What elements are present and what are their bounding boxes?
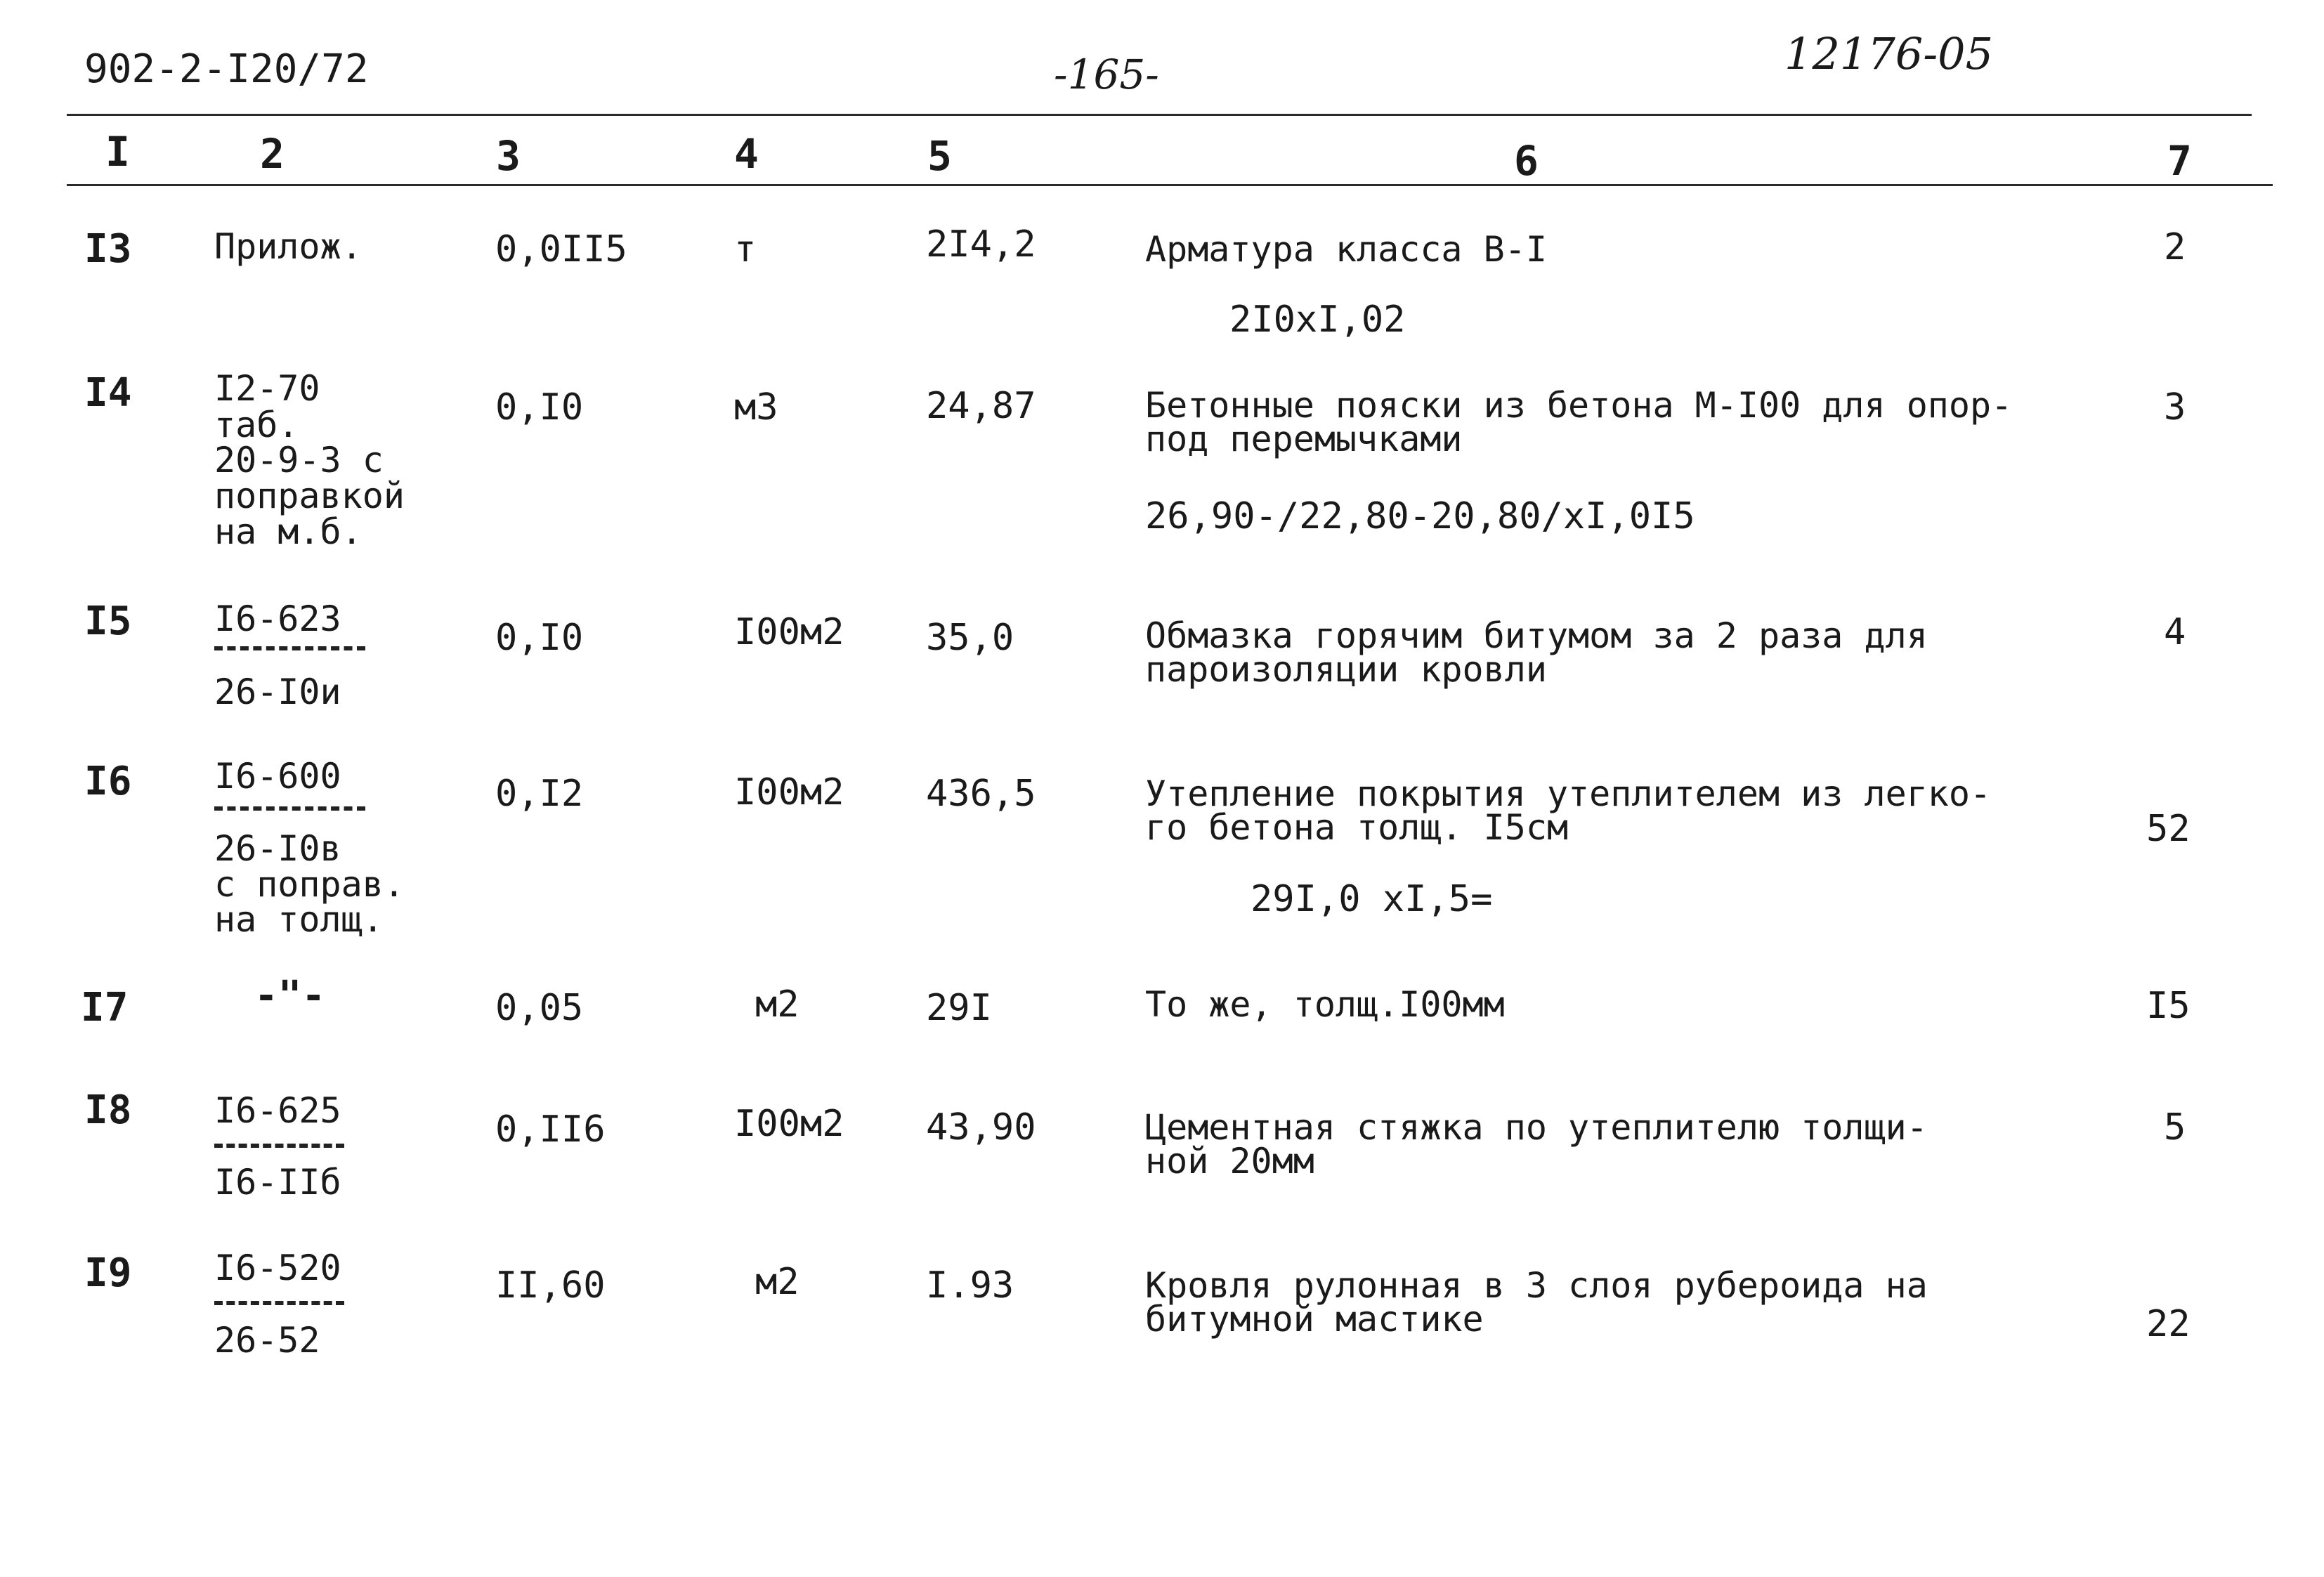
norm-code: на м.б.: [214, 511, 363, 552]
unit: м2: [755, 1261, 799, 1303]
fraction-line: [214, 806, 365, 811]
work-description: битумной мастике: [1145, 1299, 1484, 1340]
work-description: го бетона толщ. I5см: [1145, 807, 1569, 848]
unit-price: 24,87: [926, 385, 1036, 427]
norm-code-denominator: I6-IIб: [214, 1162, 341, 1203]
quantity: 0,I2: [495, 773, 584, 815]
calculation: 29I,0 xI,5=: [1251, 878, 1493, 920]
column-number-7: 7: [2167, 137, 2192, 185]
norm-code-numerator: I6-600: [214, 756, 341, 797]
norm-code: -"-: [254, 973, 326, 1019]
row-number: I7: [81, 985, 129, 1030]
work-description: Арматура класса В-I: [1145, 229, 1547, 270]
total: 4: [2164, 611, 2186, 653]
norm-code-denominator: с поправ.: [214, 864, 405, 905]
work-description: Бетонные пояски из бетона М-I00 для опор-: [1145, 385, 2013, 426]
unit-price: 436,5: [926, 773, 1036, 815]
work-description: Кровля рулонная в 3 слоя рубероида на: [1145, 1265, 1928, 1306]
work-description: ной 20мм: [1145, 1141, 1314, 1182]
header-bottom-rule: [67, 184, 2273, 186]
work-description: под перемычками: [1145, 419, 1463, 459]
norm-code-numerator: I6-520: [214, 1248, 341, 1288]
total: 22: [2146, 1303, 2191, 1345]
unit: т: [734, 228, 757, 270]
row-number: I8: [84, 1087, 132, 1133]
norm-code-denominator: 26-I0и: [214, 672, 341, 712]
norm-code: таб.: [214, 405, 299, 445]
norm-code: поправкой: [214, 476, 405, 516]
fraction-line: [214, 1301, 344, 1305]
quantity: 0,05: [495, 987, 584, 1029]
norm-code-denominator: 26-I0в: [214, 828, 341, 869]
total: I5: [2146, 985, 2191, 1027]
unit: I00м2: [734, 771, 844, 813]
quantity: 0,0II5: [495, 228, 627, 270]
row-number: I9: [84, 1250, 132, 1296]
fraction-line: [214, 1144, 344, 1148]
total: 2: [2164, 226, 2186, 268]
column-number-4: 4: [734, 130, 759, 178]
unit: I00м2: [734, 611, 844, 653]
stamp-number: 12176-05: [1784, 28, 1994, 79]
calculation: 26,90-/22,80-20,80/xI,0I5: [1145, 495, 1695, 537]
unit-price: 43,90: [926, 1106, 1036, 1149]
row-number: I4: [84, 370, 132, 416]
quantity: 0,I0: [495, 386, 584, 428]
total: 5: [2164, 1106, 2186, 1149]
unit-price: I.93: [926, 1264, 1014, 1307]
row-number: I3: [84, 226, 132, 272]
quantity: 0,II6: [495, 1108, 606, 1151]
work-description: Утепление покрытия утеплителем из легко-: [1145, 773, 1992, 814]
unit-price: 29I: [926, 987, 992, 1029]
unit: м3: [734, 386, 778, 428]
row-number: I6: [84, 759, 132, 804]
unit-price: 35,0: [926, 617, 1014, 659]
unit: м2: [755, 983, 799, 1026]
norm-code: Прилож.: [214, 226, 363, 267]
column-number-3: 3: [496, 132, 521, 180]
work-description: То же, толщ.I00мм: [1145, 984, 1505, 1025]
unit-price: 2I4,2: [926, 223, 1036, 266]
column-number-6: 6: [1514, 137, 1539, 185]
column-number-1: I: [105, 128, 130, 176]
norm-code: I2-70: [214, 368, 320, 409]
norm-code-numerator: I6-625: [214, 1090, 341, 1131]
calculation: 2I0xI,02: [1229, 299, 1406, 341]
work-description: пароизоляции кровли: [1145, 649, 1547, 690]
work-description: Обмазка горячим битумом за 2 раза для: [1145, 615, 1928, 656]
quantity: II,60: [495, 1264, 606, 1307]
column-number-5: 5: [927, 132, 952, 180]
norm-code-numerator: I6-623: [214, 598, 341, 639]
work-description: Цементная стяжка по утеплителю толщи-: [1145, 1107, 1928, 1148]
norm-code-denominator: на толщ.: [214, 899, 384, 940]
norm-code-denominator: 26-52: [214, 1320, 320, 1361]
header-top-rule: [67, 114, 2252, 116]
total: 3: [2164, 386, 2186, 428]
row-number: I5: [84, 598, 132, 644]
total: 52: [2146, 808, 2191, 850]
norm-code: 20-9-3 с: [214, 440, 384, 480]
quantity: 0,I0: [495, 617, 584, 659]
page-number: -165-: [1054, 51, 1159, 98]
document-code: 902-2-I20/72: [84, 46, 369, 92]
fraction-line: [214, 646, 365, 650]
column-number-2: 2: [260, 130, 285, 178]
unit: I00м2: [734, 1103, 844, 1145]
